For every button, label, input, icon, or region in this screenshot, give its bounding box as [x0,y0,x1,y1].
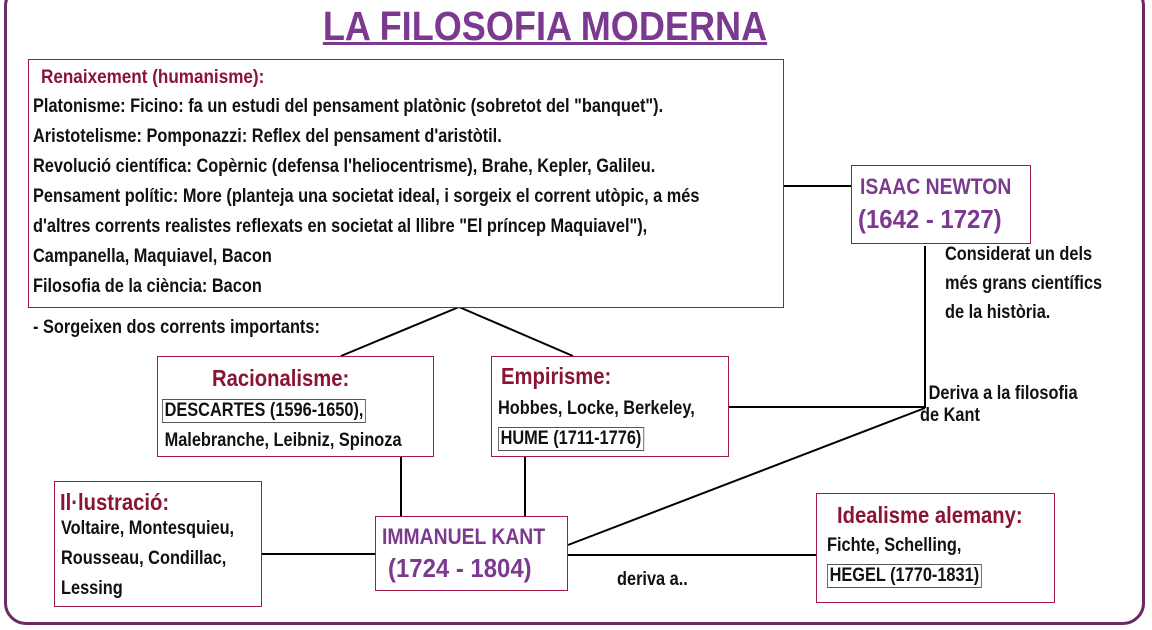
hume-highlight: HUME (1711-1776) [498,427,644,451]
empirisme-box [491,356,729,457]
newton-name: ISAAC NEWTON [860,174,1012,199]
renaixement-box [28,59,784,308]
racionalisme-body [162,396,402,456]
newton-note [945,240,1102,327]
racionalisme-heading: Racionalisme: [212,365,350,391]
idealisme-line: Fichte, Schelling, [827,535,962,556]
racionalisme-rest: Malebranche, Leibniz, Spinoza [164,430,402,451]
connector-renaixement-split-right [459,307,573,356]
sorgeixen-text: - Sorgeixen dos corrents importants: [33,317,320,338]
renaixement-heading: Renaixement (humanisme): [41,67,265,88]
renaixement-line: Pensament polític: More (planteja una societat ideal, i sorgeix el corrent utòpic, a més [33,186,700,207]
kant-box [375,516,568,591]
empirisme-heading: Empirisme: [501,363,612,389]
renaixement-line: Filosofia de la ciència: Bacon [33,276,262,297]
newton-note-line: Considerat un dels [945,244,1093,265]
illustracio-heading: Il·lustració: [60,489,170,515]
deriva-kant-line: Deriva a la filosofia [928,383,1078,404]
deriva-kant-note [920,383,1078,427]
newton-note-line: de la història. [945,302,1051,323]
newton-note-line: més grans científics [945,273,1103,294]
illustracio-line: Lessing [61,578,123,599]
renaixement-line: d'altres corrents realistes reflexats en societat al llibre "El príncep Maquiavel"), [33,216,648,237]
racionalisme-box [157,356,434,457]
kant-dates: (1724 - 1804) [388,553,532,583]
idealisme-heading: Idealisme alemany: [837,502,1023,528]
newton-dates: (1642 - 1727) [858,204,1002,234]
illustracio-line: Rousseau, Condillac, [61,548,227,569]
renaixement-lines [33,92,699,302]
empirisme-body [498,394,695,454]
newton-box [851,165,1031,244]
deriva-kant-line: de Kant [920,405,980,426]
page-title: LA FILOSOFIA MODERNA [322,3,768,49]
deriva-a-text: deriva a.. [617,569,688,590]
connector-renaixement-split [341,307,459,356]
renaixement-line: Revolució científica: Copèrnic (defensa l'heliocentrisme), Brahe, Kepler, Galileu. [33,156,656,177]
illustracio-line: Voltaire, Montesquieu, [61,518,235,539]
empirisme-line: Hobbes, Locke, Berkeley, [498,398,695,419]
idealisme-body [827,531,982,591]
renaixement-line: Aristotelisme: Pomponazzi: Reflex del pensament d'aristòtil. [33,126,502,147]
renaixement-line: Platonisme: Ficino: fa un estudi del pensament platònic (sobretot del "banquet"). [33,96,664,117]
renaixement-line: Campanella, Maquiavel, Bacon [33,246,272,267]
kant-name: IMMANUEL KANT [382,524,546,549]
idealisme-box [816,493,1055,603]
illustracio-body [61,514,234,604]
illustracio-box [54,481,262,607]
hegel-highlight: HEGEL (1770-1831) [827,564,982,588]
descartes-highlight: DESCARTES (1596-1650), [162,399,366,423]
